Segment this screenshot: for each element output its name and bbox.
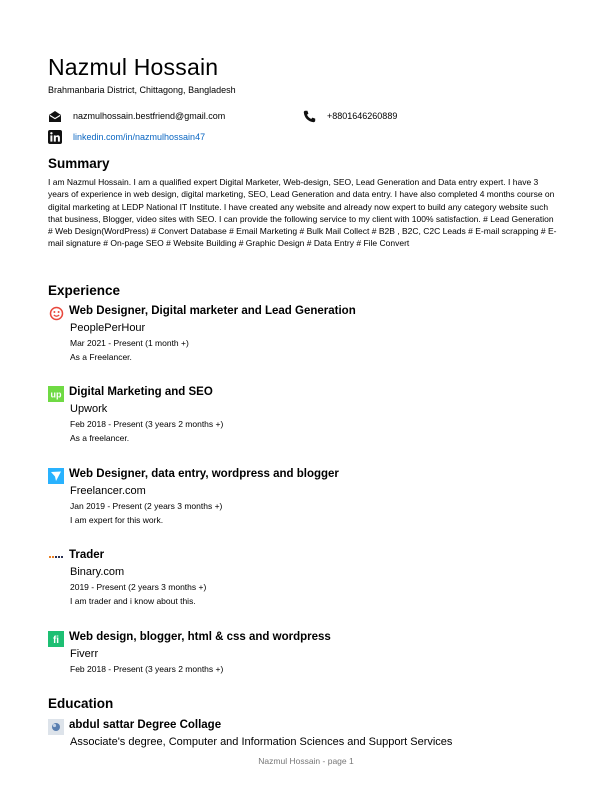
- upwork-logo-text: up: [50, 389, 62, 400]
- peopleperhour-logo: [48, 305, 64, 321]
- job-dates: 2019 - Present (2 years 3 months +): [70, 582, 207, 592]
- job-description: I am expert for this work.: [70, 515, 164, 525]
- degree-text: Associate's degree, Computer and Information Sciences and Support Services: [70, 736, 453, 748]
- education-heading: Education: [48, 696, 114, 711]
- contact-email[interactable]: [48, 109, 225, 123]
- company-name: Fiverr: [70, 648, 99, 660]
- experience-item: [48, 386, 568, 446]
- fiverr-logo-text: fi: [52, 635, 60, 646]
- experience-heading: Experience: [48, 283, 121, 298]
- fiverr-logo: [48, 631, 64, 647]
- candidate-name: Nazmul Hossain: [48, 54, 219, 80]
- binary-logo: [48, 549, 64, 565]
- company-name: PeoplePerHour: [70, 322, 146, 334]
- phone-icon: [302, 109, 316, 123]
- job-title: Trader: [69, 549, 105, 561]
- phone-text: +8801646260889: [327, 111, 398, 121]
- envelope-open-icon: [48, 109, 62, 123]
- contact-linkedin[interactable]: [48, 130, 205, 144]
- candidate-location: Brahmanbaria District, Chittagong, Bangladesh: [48, 85, 236, 95]
- job-title: Web Designer, data entry, wordpress and blogger: [69, 468, 339, 480]
- upwork-logo: [48, 386, 64, 402]
- linkedin-link[interactable]: linkedin.com/in/nazmulhossain47: [73, 132, 206, 142]
- education-item: [48, 719, 568, 753]
- job-dates: Feb 2018 - Present (3 years 2 months +): [70, 419, 224, 429]
- job-description: As a freelancer.: [70, 433, 130, 443]
- experience-item: [48, 468, 568, 528]
- job-title: Web design, blogger, html & css and wordpress: [69, 631, 331, 643]
- company-name: Freelancer.com: [70, 485, 146, 497]
- experience-item: [48, 549, 568, 609]
- experience-item: [48, 631, 568, 681]
- summary-heading: Summary: [48, 156, 110, 171]
- summary-text: I am Nazmul Hossain. I am a qualified expert Digital Marketer, Web-design, SEO, Lead Generation and Data entry expert. I have 3 years of experience in web design, digital marketing, SEO, Lead Generation and data entry. I have also completed 4 months course on digital marketing at LEDP National IT Institute. I have created any website and already now expert to build any category website such that business, Blogger, video sites with SEO. I can provide the following service to my client with 100% satisfaction. # Lead Generation # Web Design(WordPress) # Convert Database # Email Marketing # Bulk Mail Collect # B2B , B2C, C2C Leads # E-mail scrapping # E-mail signature # On-page SEO # Website Building # Graphic Design # Data Entry # File Convert: [48, 177, 557, 249]
- school-logo: [48, 719, 64, 735]
- page-footer: Nazmul Hossain - page 1: [258, 756, 354, 766]
- job-description: As a Freelancer.: [70, 352, 132, 362]
- linkedin-icon: [48, 130, 62, 144]
- company-name: Binary.com: [70, 566, 125, 578]
- job-dates: Feb 2018 - Present (3 years 2 months +): [70, 664, 224, 674]
- job-title: Digital Marketing and SEO: [69, 386, 213, 398]
- school-name: abdul sattar Degree Collage: [69, 719, 222, 731]
- company-name: Upwork: [70, 403, 108, 415]
- contact-phone[interactable]: [302, 109, 397, 123]
- job-description: I am trader and i know about this.: [70, 596, 196, 606]
- job-dates: Jan 2019 - Present (2 years 3 months +): [70, 501, 223, 511]
- freelancer-logo: [48, 468, 64, 484]
- experience-item: [48, 305, 568, 365]
- job-dates: Mar 2021 - Present (1 month +): [70, 338, 189, 348]
- email-text: nazmulhossain.bestfriend@gmail.com: [73, 111, 226, 121]
- job-title: Web Designer, Digital marketer and Lead Generation: [69, 305, 356, 317]
